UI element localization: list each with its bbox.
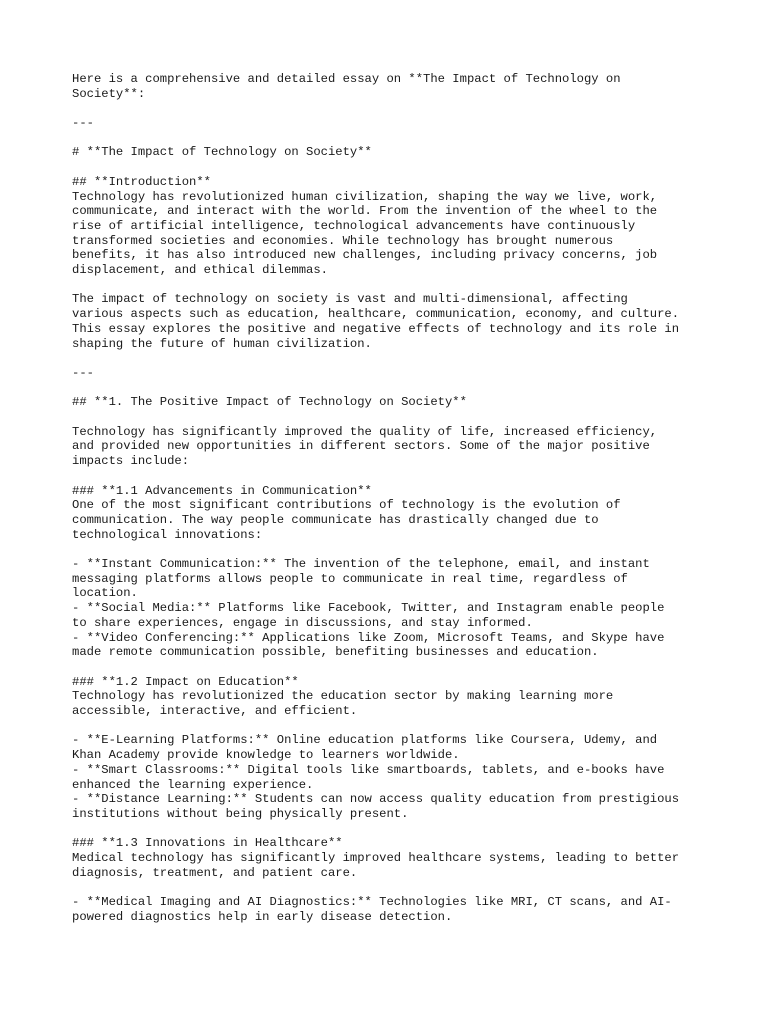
bullet-line: Khan Academy provide knowledge to learners worldwide. (72, 748, 460, 763)
essay-title: # **The Impact of Technology on Society** (72, 145, 372, 160)
paragraph-line: communicate, and interact with the world. From the invention of the wheel to the (72, 204, 658, 219)
paragraph-line: shaping the future of human civilization. (72, 336, 372, 351)
section-heading: ## **1. The Positive Impact of Technology on Society** (72, 395, 467, 410)
paragraph-line: Technology has significantly improved the quality of life, increased efficiency, (72, 424, 658, 439)
paragraph-line: communication. The way people communicate has drastically changed due to (72, 512, 599, 527)
paragraph-line: transformed societies and economies. While technology has brought numerous (72, 233, 614, 248)
bullet-line: - **Video Conferencing:** Applications like Zoom, Microsoft Teams, and Skype have (72, 630, 665, 645)
paragraph-line: benefits, it has also introduced new challenges, including privacy concerns, job (72, 248, 658, 263)
paragraph-line: Medical technology has significantly improved healthcare systems, leading to better (72, 851, 680, 866)
bullet-line: - **Social Media:** Platforms like Facebook, Twitter, and Instagram enable people (72, 601, 665, 616)
bullet-line: - **E-Learning Platforms:** Online education platforms like Coursera, Udemy, and (72, 733, 658, 748)
paragraph-line: and provided new opportunities in different sectors. Some of the major positive (72, 439, 650, 454)
paragraph-line: diagnosis, treatment, and patient care. (72, 865, 358, 880)
bullet-line: - **Smart Classrooms:** Digital tools like smartboards, tablets, and e-books have (72, 762, 665, 777)
bullet-line: powered diagnostics help in early disease detection. (72, 909, 453, 924)
horizontal-rule: --- (72, 116, 94, 131)
bullet-line: messaging platforms allows people to communicate in real time, regardless of (72, 571, 628, 586)
horizontal-rule: --- (72, 365, 94, 380)
paragraph-line: Technology has revolutionized human civilization, shaping the way we live, work, (72, 189, 658, 204)
bullet-line: - **Instant Communication:** The invention of the telephone, email, and instant (72, 557, 650, 572)
paragraph-line: impacts include: (72, 454, 190, 469)
bullet-line: - **Distance Learning:** Students can now access quality education from prestigious (72, 792, 680, 807)
paragraph-line: displacement, and ethical dilemmas. (72, 263, 328, 278)
subsection-heading: ### **1.3 Innovations in Healthcare** (72, 836, 343, 851)
paragraph-line: rise of artificial intelligence, technological advancements have continuously (72, 218, 636, 233)
intro-line: Here is a comprehensive and detailed essay on **The Impact of Technology on (72, 72, 621, 86)
bullet-line: institutions without being physically present. (72, 806, 409, 821)
paragraph-line: This essay explores the positive and negative effects of technology and its role in (72, 321, 680, 336)
paragraph-line: accessible, interactive, and efficient. (72, 704, 358, 719)
subsection-heading: ### **1.1 Advancements in Communication** (72, 483, 372, 498)
paragraph-line: various aspects such as education, healthcare, communication, economy, and culture. (72, 307, 680, 322)
bullet-line: made remote communication possible, benefiting businesses and education. (72, 645, 599, 660)
paragraph-line: Technology has revolutionized the education sector by making learning more (72, 689, 614, 704)
paragraph-line: The impact of technology on society is vast and multi-dimensional, affecting (72, 292, 628, 307)
paragraph-line: One of the most significant contributions of technology is the evolution of (72, 498, 621, 513)
bullet-line: to share experiences, engage in discussions, and stay informed. (72, 615, 533, 630)
bullet-line: - **Medical Imaging and AI Diagnostics:** Technologies like MRI, CT scans, and AI- (72, 895, 672, 910)
bullet-line: location. (72, 586, 138, 601)
bullet-line: enhanced the learning experience. (72, 777, 314, 792)
paragraph-line: technological innovations: (72, 527, 263, 542)
intro-line: Society**: (72, 86, 146, 101)
introduction-heading: ## **Introduction** (72, 174, 211, 189)
subsection-heading: ### **1.2 Impact on Education** (72, 674, 299, 689)
